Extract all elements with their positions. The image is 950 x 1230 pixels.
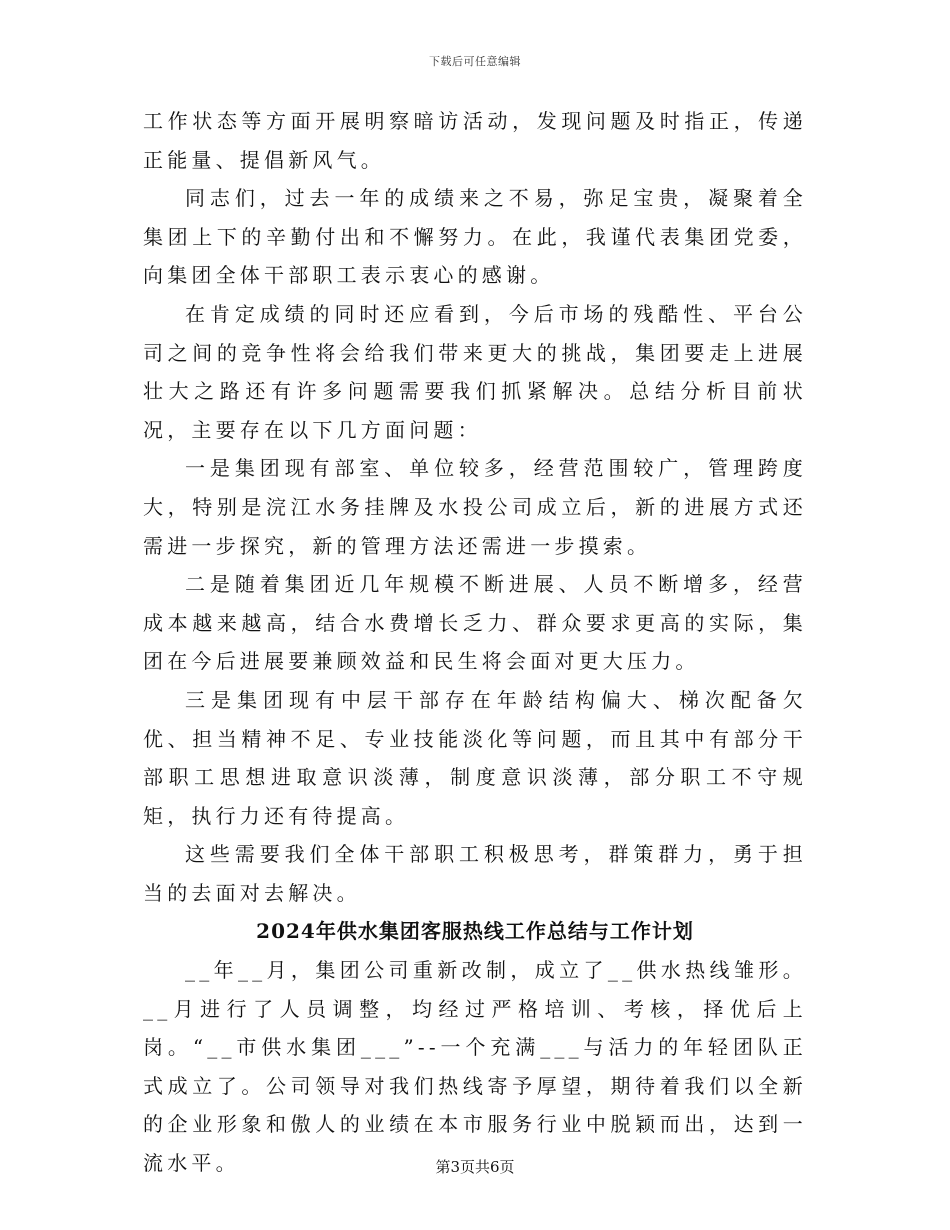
paragraph: 在肯定成绩的同时还应看到，今后市场的残酷性、平台公司之间的竞争性将会给我们带来更大的挑战，集团要走上进展壮大之路还有许多问题需要我们抓紧解决。总结分析目前状况，主要存在以下几方面问题： <box>143 301 807 442</box>
page-number: 第3页共6页 <box>435 1158 515 1176</box>
paragraph: 三是集团现有中层干部存在年龄结构偏大、梯次配备欠优、担当精神不足、专业技能淡化等问题，而且其中有部分干部职工思想进取意识淡薄，制度意识淡薄，部分职工不守规矩，执行力还有待提高。 <box>143 687 807 828</box>
paragraph: __年__月，集团公司重新改制，成立了__供水热线雏形。__月进行了人员调整，均经过严格培训、考核，择优后上岗。“__市供水集团___”--一个充满___与活力的年轻团队正式成立了。公司领导对我们热线寄予厚望，期待着我们以全新的企业形象和傲人的业绩在本市服务行业中脱颖而出，达到一流水平。 <box>143 958 807 1176</box>
paragraph: 二是随着集团近几年规模不断进展、人员不断增多，经营成本越来越高，结合水费增长乏力、群众要求更高的实际，集团在今后进展要兼顾效益和民生将会面对更大压力。 <box>143 572 807 674</box>
paragraph: 一是集团现有部室、单位较多，经营范围较广，管理跨度大，特别是浣江水务挂牌及水投公司成立后，新的进展方式还需进一步探究，新的管理方法还需进一步摸索。 <box>143 456 807 558</box>
section-title: 2024年供水集团客服热线工作总结与工作计划 <box>256 919 694 944</box>
paragraph: 同志们，过去一年的成绩来之不易，弥足宝贵，凝聚着全集团上下的辛勤付出和不懈努力。在此，我谨代表集团党委，向集团全体干部职工表示衷心的感谢。 <box>143 186 807 288</box>
page-header-note: 下载后可任意编辑 <box>429 55 521 68</box>
document-body <box>143 102 807 1183</box>
paragraph: 这些需要我们全体干部职工积极思考，群策群力，勇于担当的去面对去解决。 <box>143 842 807 905</box>
paragraph: 工作状态等方面开展明察暗访活动，发现问题及时指正，传递正能量、提倡新风气。 <box>143 109 807 172</box>
